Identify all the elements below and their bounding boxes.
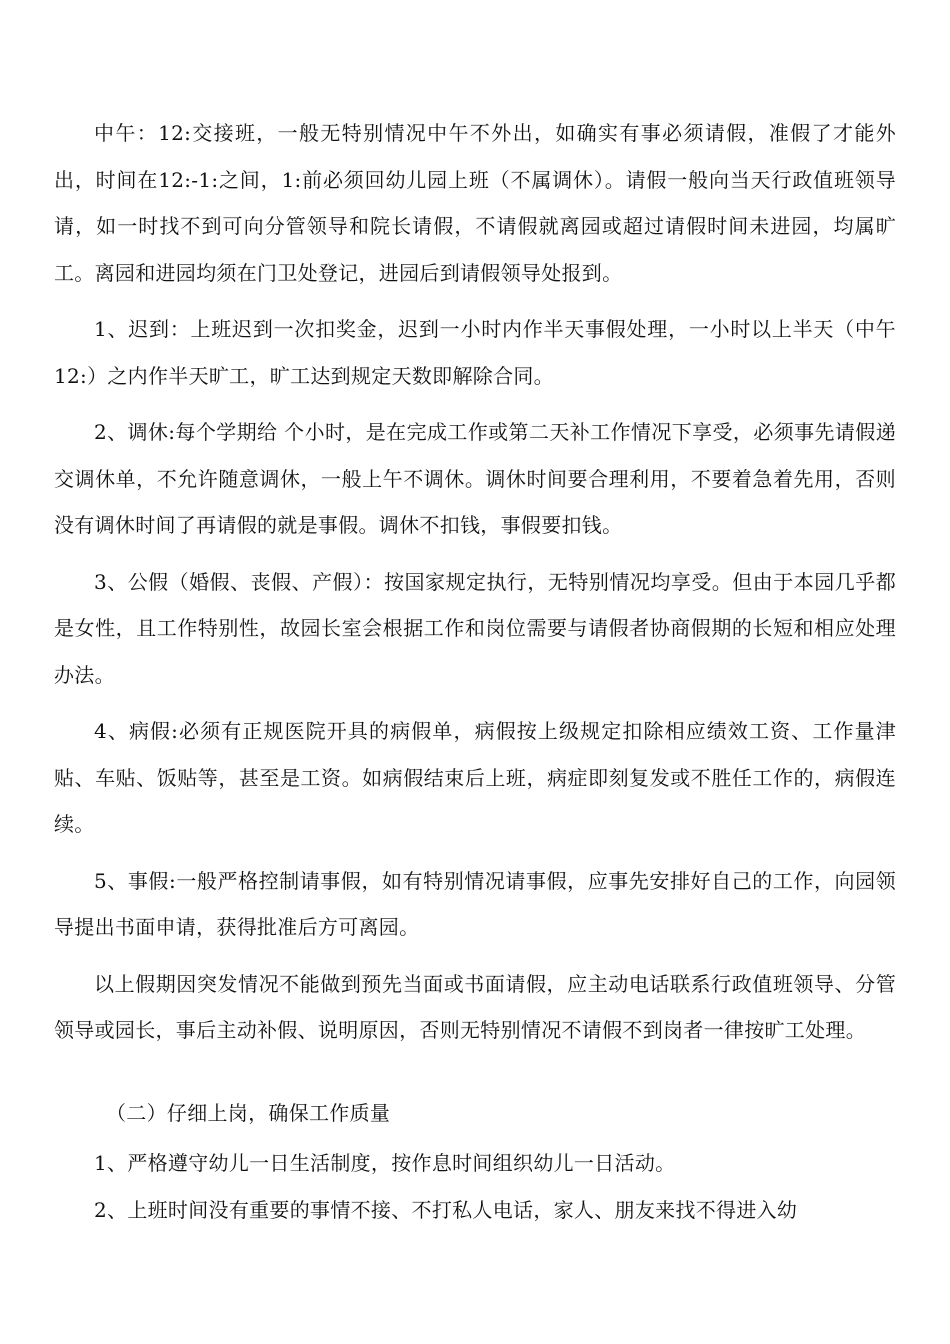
paragraph-emergency-leave: 以上假期因突发情况不能做到预先当面或书面请假，应主动电话联系行政值班领导、分管领导或园长，事后主动补假、说明原因，否则无特别情况不请假不到岗者一律按旷工处理。 — [54, 971, 896, 1042]
list-item-daily-schedule: 1、严格遵守幼儿一日生活制度，按作息时间组织幼儿一日活动。 — [94, 1151, 676, 1175]
paragraph-personal-leave: 5、事假:一般严格控制请事假，如有特别情况请事假，应事先安排好自己的工作，向园领导提出书面申请，获得批准后方可离园。 — [54, 868, 896, 939]
paragraph-compensatory-leave: 2、调休:每个学期给 个小时，是在完成工作或第二天补工作情况下享受，必须事先请假递交调休单，不允许随意调休，一般上午不调休。调休时间要合理利用，不要着急着先用，否则没有调休时间了再请假的就是事假。调休不扣钱，事假要扣钱。 — [54, 420, 896, 537]
document-page — [54, 110, 896, 1233]
list-item-phone-policy: 2、上班时间没有重要的事情不接、不打私人电话，家人、朋友来找不得进入幼 — [94, 1197, 798, 1222]
paragraph-public-leave: 3、公假（婚假、丧假、产假）：按国家规定执行，无特别情况均享受。但由于本园几乎都是女性，且工作特别性，故园长室会根据工作和岗位需要与请假者协商假期的长短和相应处理办法。 — [54, 569, 896, 687]
section-heading: （二）仔细上岗，确保工作质量 — [106, 1100, 391, 1125]
paragraph-sick-leave: 4、病假:必须有正规医院开具的病假单，病假按上级规定扣除相应绩效工资、工作量津贴、车贴、饭贴等，甚至是工资。如病假结束后上班，病症即刻复发或不胜任工作的，病假连续。 — [54, 719, 896, 836]
paragraph-late-arrival: 1、迟到：上班迟到一次扣奖金，迟到一小时内作半天事假处理，一小时以上半天（中午12:）之内作半天旷工，旷工达到规定天数即解除合同。 — [54, 317, 896, 388]
paragraph-noon-shift: 中午：12:交接班，一般无特别情况中午不外出，如确实有事必须请假，准假了才能外出，时间在12:-1:之间，1:前必须回幼儿园上班（不属调休）。请假一般向当天行政值班领导请，如一时找不到可向分管领导和院长请假，不请假就离园或超过请假时间未进园，均属旷工。离园和进园均须在门卫处登记，进园后到请假领导处报到。 — [54, 121, 896, 285]
